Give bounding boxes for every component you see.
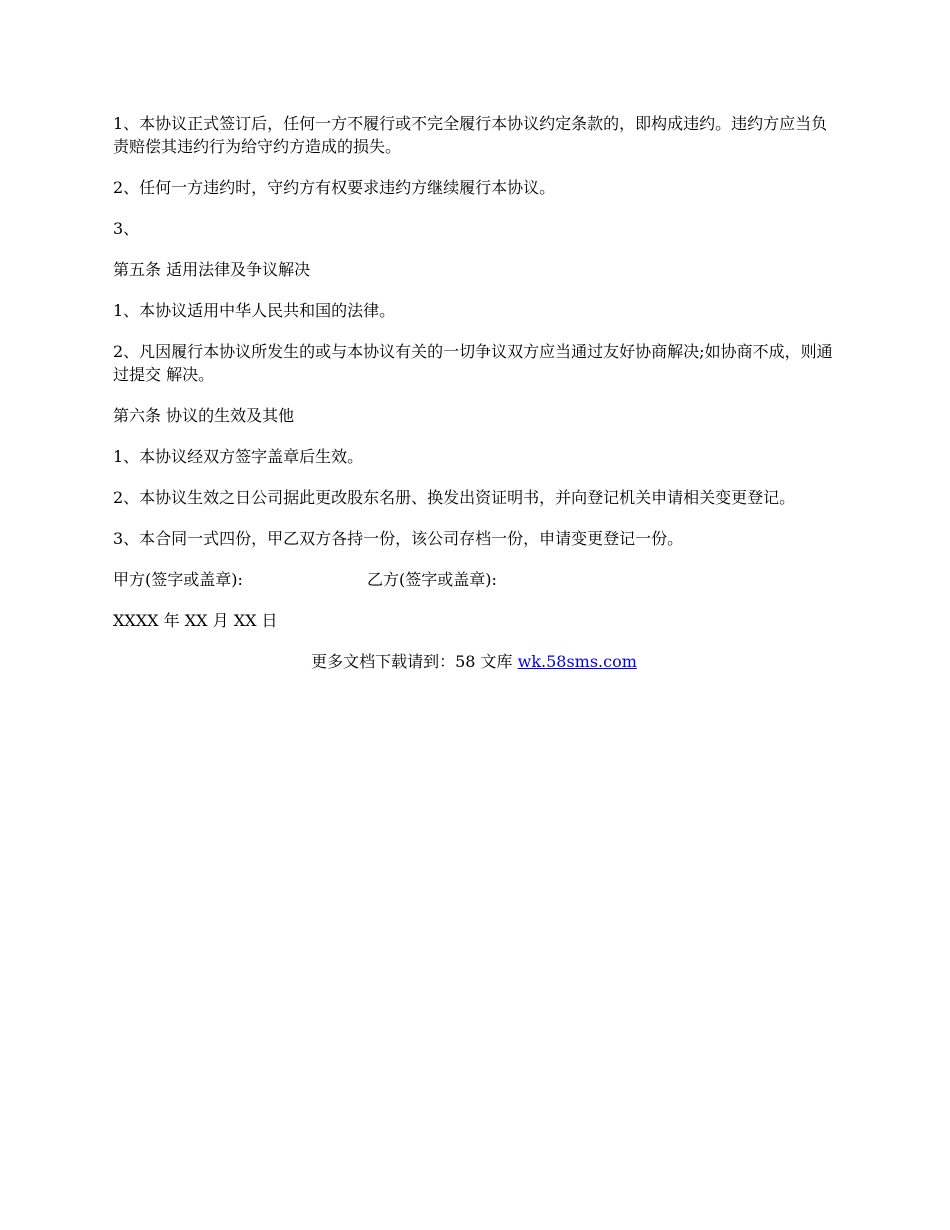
date-line: XXXX 年 XX 月 XX 日 bbox=[113, 611, 278, 630]
party-b-signature: 乙方(签字或盖章): bbox=[367, 570, 497, 589]
clause-law-2: 2、凡因履行本协议所发生的或与本协议有关的一切争议双方应当通过友好协商解决;如协商不成，则通过提交 解决。 bbox=[113, 342, 833, 384]
document-page bbox=[113, 112, 835, 673]
footer-link[interactable]: wk.58sms.com bbox=[517, 652, 637, 671]
clause-breach-3: 3、 bbox=[113, 219, 140, 238]
clause-effect-2: 2、本协议生效之日公司据此更改股东名册、换发出资证明书，并向登记机关申请相关变更登记。 bbox=[113, 488, 796, 507]
footer-download-note bbox=[113, 650, 835, 673]
party-a-signature: 甲方(签字或盖章): bbox=[113, 570, 243, 589]
clause-breach-1: 1、本协议正式签订后，任何一方不履行或不完全履行本协议约定条款的，即构成违约。违约方应当负责赔偿其违约行为给守约方造成的损失。 bbox=[113, 114, 828, 156]
footer-prefix: 更多文档下载请到：58 文库 bbox=[311, 652, 518, 671]
clause-effect-3: 3、本合同一式四份，甲乙双方各持一份，该公司存档一份，申请变更登记一份。 bbox=[113, 529, 684, 548]
section-heading-5: 第五条 适用法律及争议解决 bbox=[113, 260, 311, 279]
signature-row bbox=[113, 568, 835, 591]
section-heading-6: 第六条 协议的生效及其他 bbox=[113, 406, 295, 425]
clause-breach-2: 2、任何一方违约时，守约方有权要求违约方继续履行本协议。 bbox=[113, 178, 556, 197]
clause-effect-1: 1、本协议经双方签字盖章后生效。 bbox=[113, 447, 364, 466]
clause-law-1: 1、本协议适用中华人民共和国的法律。 bbox=[113, 301, 396, 320]
